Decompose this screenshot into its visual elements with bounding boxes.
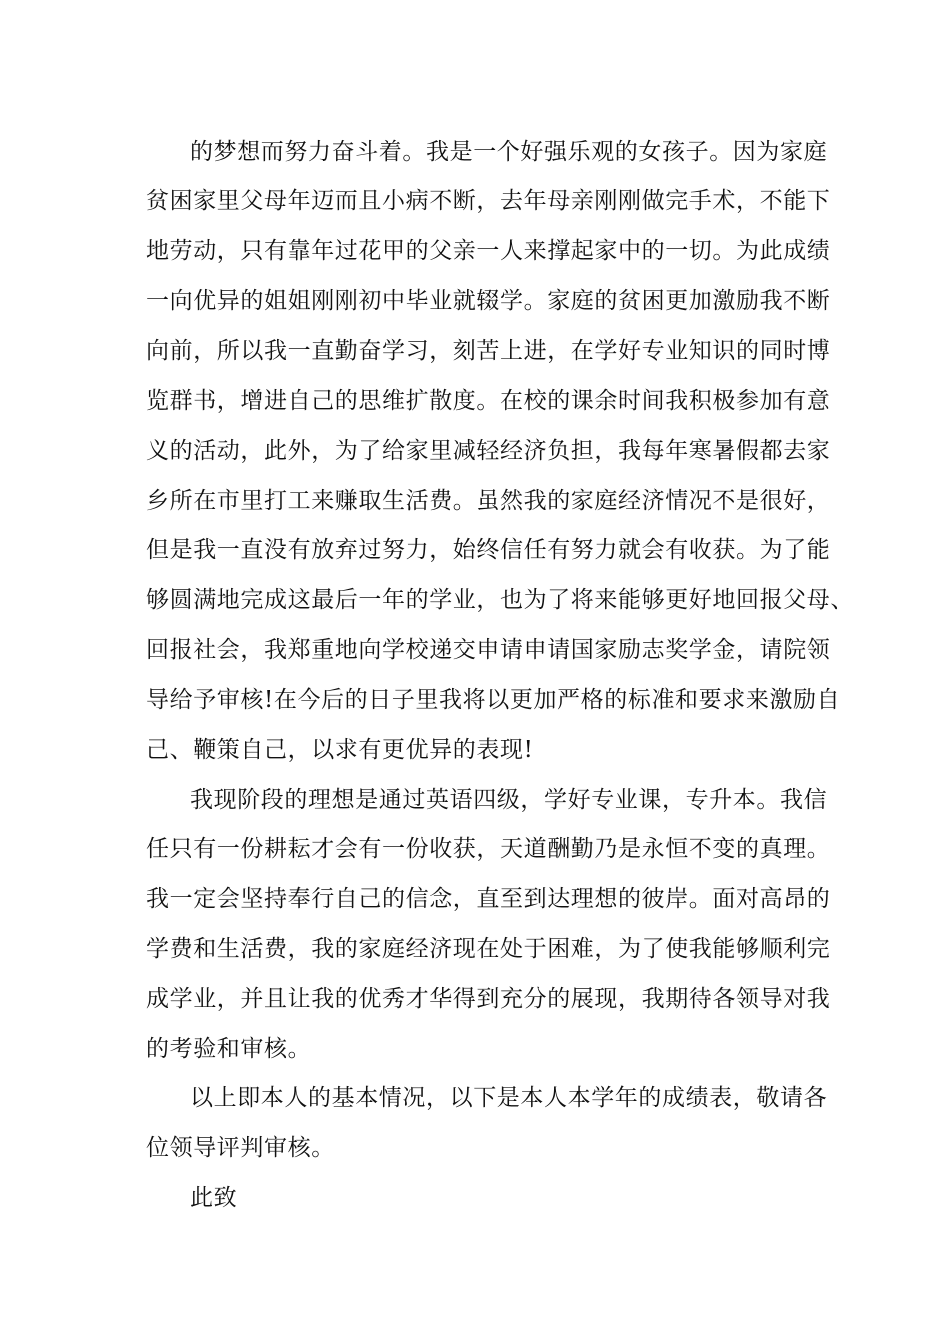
closing-salutation: 此致 [190, 1185, 238, 1211]
paragraph-1-line-11: 回报社会，我郑重地向学校递交申请申请国家励志奖学金，请院领 [146, 637, 831, 663]
paragraph-2-line-2: 任只有一份耕耘才会有一份收获，天道酬勤乃是永恒不变的真理。 [146, 836, 831, 862]
paragraph-2-line-6: 的考验和审核。 [146, 1036, 312, 1062]
paragraph-2-line-5: 成学业，并且让我的优秀才华得到充分的展现，我期待各领导对我 [146, 986, 831, 1012]
paragraph-1-line-6: 览群书，增进自己的思维扩散度。在校的课余时间我积极参加有意 [146, 388, 831, 414]
paragraph-1-line-7: 义的活动，此外，为了给家里减轻经济负担，我每年寒暑假都去家 [146, 438, 831, 464]
paragraph-2-line-4: 学费和生活费，我的家庭经济现在处于困难，为了使我能够顺利完 [146, 936, 831, 962]
paragraph-1-line-2: 贫困家里父母年迈而且小病不断，去年母亲刚刚做完手术，不能下 [146, 188, 831, 214]
paragraph-1-line-4: 一向优异的姐姐刚刚初中毕业就辍学。家庭的贫困更加激励我不断 [146, 288, 831, 314]
paragraph-1-line-1: 的梦想而努力奋斗着。我是一个好强乐观的女孩子。因为家庭 [190, 139, 828, 165]
paragraph-2-line-3: 我一定会坚持奉行自己的信念，直至到达理想的彼岸。面对高昂的 [146, 886, 831, 912]
paragraph-1-line-12: 导给予审核!在今后的日子里我将以更加严格的标准和要求来激励自 [146, 687, 841, 713]
paragraph-1-line-10: 够圆满地完成这最后一年的学业，也为了将来能够更好地回报父母、 [146, 587, 854, 613]
paragraph-2-line-1: 我现阶段的理想是通过英语四级，学好专业课，专升本。我信 [190, 787, 828, 813]
paragraph-1-line-3: 地劳动，只有靠年过花甲的父亲一人来撑起家中的一切。为此成绩 [146, 238, 831, 264]
paragraph-1-line-13: 己、鞭策自己，以求有更优异的表现! [146, 737, 534, 763]
paragraph-3-line-2: 位领导评判审核。 [146, 1135, 335, 1161]
paragraph-1-line-5: 向前，所以我一直勤奋学习，刻苦上进，在学好专业知识的同时博 [146, 338, 831, 364]
paragraph-1-line-9: 但是我一直没有放弃过努力，始终信任有努力就会有收获。为了能 [146, 537, 831, 563]
paragraph-1-line-8: 乡所在市里打工来赚取生活费。虽然我的家庭经济情况不是很好， [146, 488, 831, 514]
paragraph-3-line-1: 以上即本人的基本情况，以下是本人本学年的成绩表，敬请各 [190, 1085, 828, 1111]
